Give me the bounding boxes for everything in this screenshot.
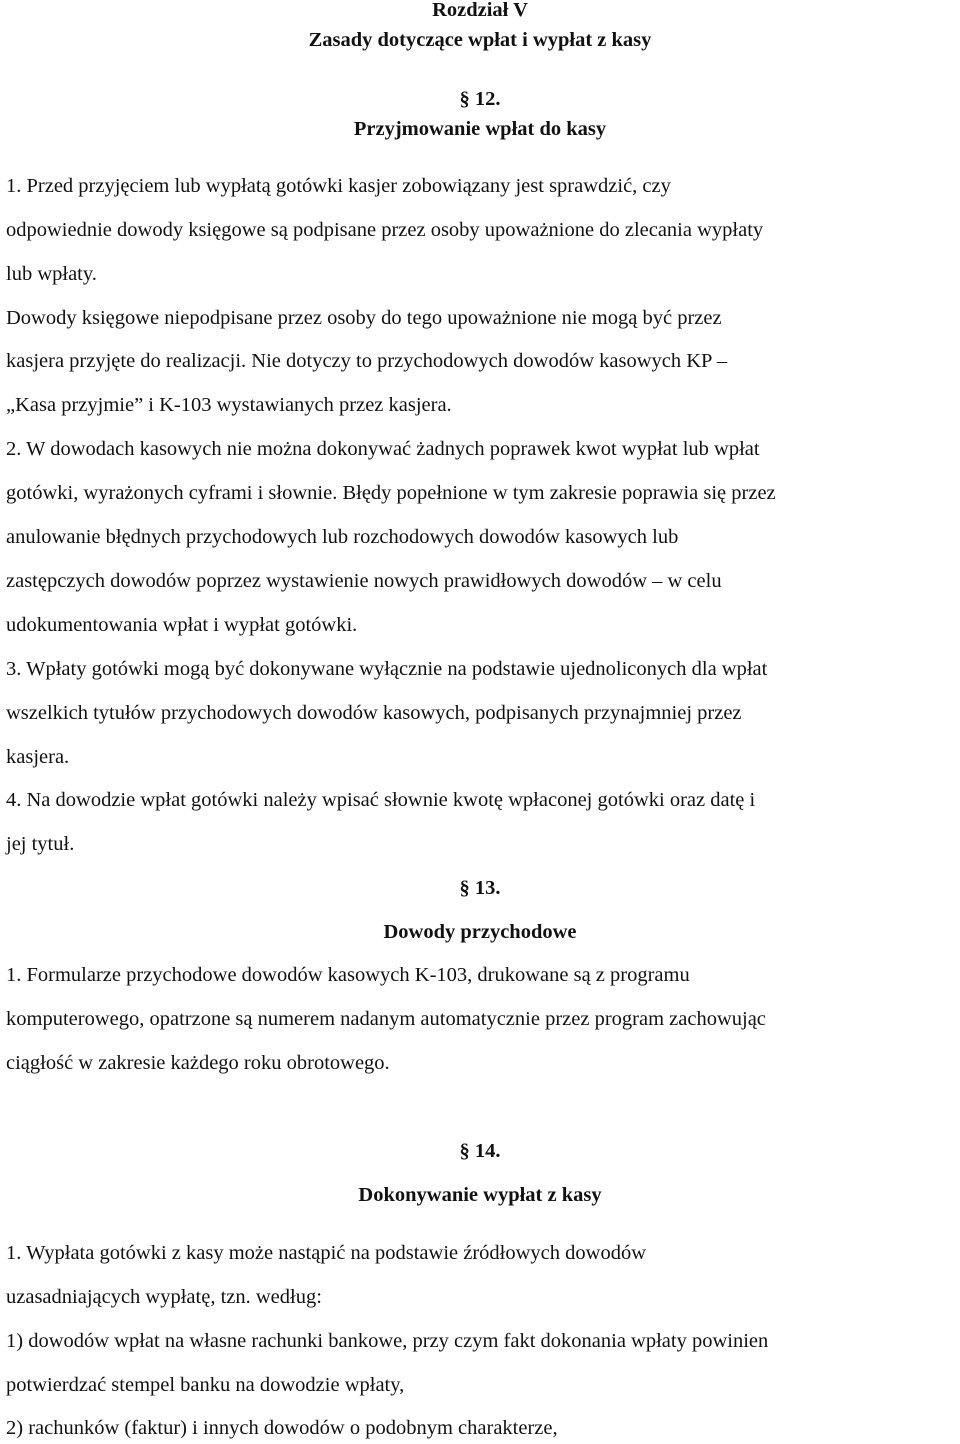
paragraph-line: 1) dowodów wpłat na własne rachunki bankowe, przy czym fakt dokonania wpłaty powinien xyxy=(6,1330,769,1352)
paragraph-line: 1. Przed przyjęciem lub wypłatą gotówki kasjer zobowiązany jest sprawdzić, czy xyxy=(6,175,671,197)
section-title: Dokonywanie wypłat z kasy xyxy=(358,1184,602,1206)
paragraph-line: potwierdzać stempel banku na dowodzie wpłaty, xyxy=(6,1374,405,1396)
paragraph-line: Dowody księgowe niepodpisane przez osoby do tego upoważnione nie mogą być przez xyxy=(6,307,722,329)
paragraph-line: 2. W dowodach kasowych nie można dokonywać żadnych poprawek kwot wypłat lub wpłat xyxy=(6,438,760,460)
section-number: § 13. xyxy=(459,877,501,899)
paragraph-line: 4. Na dowodzie wpłat gotówki należy wpisać słownie kwotę wpłaconej gotówki oraz datę i xyxy=(6,789,756,811)
paragraph-line: 2) rachunków (faktur) i innych dowodów o podobnym charakterze, xyxy=(6,1417,558,1439)
paragraph-line: zastępczych dowodów poprzez wystawienie nowych prawidłowych dowodów – w celu xyxy=(6,570,722,592)
paragraph-line: uzasadniających wypłatę, tzn. według: xyxy=(6,1286,322,1308)
paragraph-line: komputerowego, opatrzone są numerem nadanym automatycznie przez program zachowując xyxy=(6,1008,766,1030)
paragraph-line: gotówki, wyrażonych cyframi i słownie. Błędy popełnione w tym zakresie poprawia się przez xyxy=(6,482,776,504)
paragraph-line: udokumentowania wpłat i wypłat gotówki. xyxy=(6,614,358,636)
paragraph-line: anulowanie błędnych przychodowych lub rozchodowych dowodów kasowych lub xyxy=(6,526,679,548)
chapter-heading: Rozdział V xyxy=(432,0,528,21)
paragraph-line: ciągłość w zakresie każdego roku obrotowego. xyxy=(6,1052,390,1074)
paragraph-line: „Kasa przyjmie” i K-103 wystawianych przez kasjera. xyxy=(6,394,452,416)
chapter-title: Zasady dotyczące wpłat i wypłat z kasy xyxy=(308,29,652,51)
paragraph-line: 1. Formularze przychodowe dowodów kasowych K-103, drukowane są z programu xyxy=(6,964,690,986)
paragraph-line: 1. Wypłata gotówki z kasy może nastąpić na podstawie źródłowych dowodów xyxy=(6,1242,646,1264)
section-number: § 12. xyxy=(459,88,501,110)
paragraph-line: lub wpłaty. xyxy=(6,263,97,285)
paragraph-line: kasjera przyjęte do realizacji. Nie dotyczy to przychodowych dowodów kasowych KP – xyxy=(6,350,728,372)
paragraph-line: odpowiednie dowody księgowe są podpisane przez osoby upoważnione do zlecania wypłaty xyxy=(6,219,764,241)
section-title: Przyjmowanie wpłat do kasy xyxy=(353,118,607,140)
section-number: § 14. xyxy=(459,1140,501,1162)
paragraph-line: kasjera. xyxy=(6,746,70,768)
paragraph-line: wszelkich tytułów przychodowych dowodów kasowych, podpisanych przynajmniej przez xyxy=(6,702,742,724)
paragraph-line: 3. Wpłaty gotówki mogą być dokonywane wyłącznie na podstawie ujednoliconych dla wpłat xyxy=(6,658,768,680)
paragraph-line: jej tytuł. xyxy=(6,833,75,855)
section-title: Dowody przychodowe xyxy=(383,921,577,943)
